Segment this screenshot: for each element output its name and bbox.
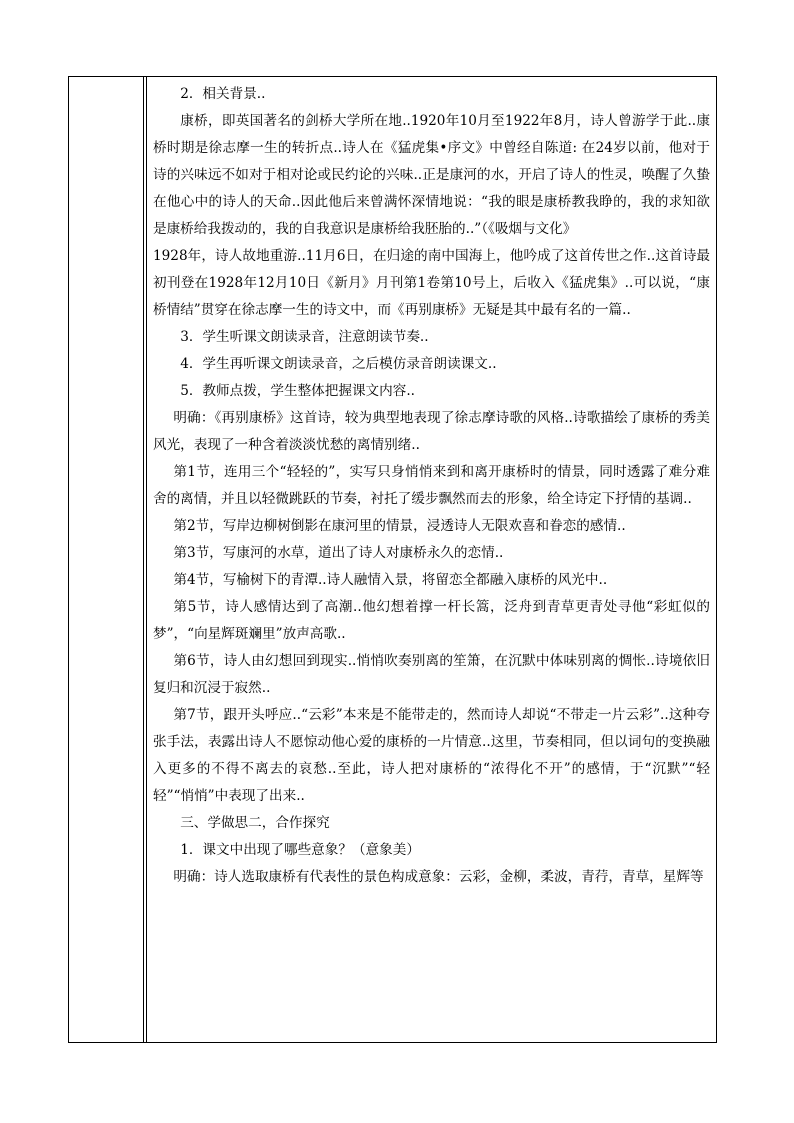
lesson-table	[68, 76, 717, 1043]
stanza-4-analysis: 第4节，写榆树下的青潭..诗人融情入景，将留恋全都融入康桥的风光中..	[173, 572, 608, 588]
stanza-6-analysis: 第6节，诗人由幻想回到现实..悄悄吹奏别离的笙箫，在沉默中体味别离的惆怅..诗境依旧复归和沉浸于寂然..	[153, 653, 710, 696]
paragraph-cambridge-intro: 康桥，即英国著名的剑桥大学所在地..1920年10月至1922年8月，诗人曾游学于此..康桥时期是徐志摩一生的转折点..诗人在《猛虎集•序文》中曾经自陈道: 在24岁以前，他对于诗的兴味远不如对于相对论或民约论的兴味..正是康河的水，开启了诗人的性灵，唤醒了久蛰在他心中的诗人的天命..因此他后来曾满怀深情地说：“我的眼是康桥教我睁的，我的求知欲是康桥给我拨动的，我的自我意识是康桥给我胚胎的..”（《吸烟与文化》	[153, 113, 710, 237]
lesson-content	[153, 81, 710, 891]
heading-background: 2．相关背景..	[180, 86, 266, 102]
stanza-1-analysis: 第1节，连用三个“轻轻的”，实写只身悄悄来到和离开康桥时的情景，同时透露了难分难舍的离情，并且以轻微跳跃的节奏，衬托了缓步飘然而去的形象，给全诗定下抒情的基调..	[153, 464, 710, 507]
stanza-3-analysis: 第3节，写康河的水草，道出了诗人对康桥永久的恋情..	[173, 545, 504, 561]
stanza-5-analysis: 第5节，诗人感情达到了高潮..他幻想着撑一杆长篙，泛舟到青草更青处寻他“彩虹似的梦”，“向星辉斑斓里”放声高歌..	[153, 599, 710, 642]
stanza-7-analysis: 第7节，跟开头呼应..“云彩”本来是不能带走的，然而诗人却说“不带走一片云彩”..这种夸张手法，表露出诗人不愿惊动他心爱的康桥的一片情意..这里，节奏相同，但以词句的变换融入更多的不得不离去的哀愁..至此，诗人把对康桥的“浓得化不开”的感情，于“沉默”“轻轻”“悄悄”中表现了出来..	[153, 707, 710, 804]
step-5: 5．教师点拨，学生整体把握课文内容..	[180, 383, 415, 399]
step-4: 4．学生再听课文朗读录音，之后模仿录音朗读课文..	[180, 356, 497, 372]
explanation-style: 明确：《再别康桥》这首诗，较为典型地表现了徐志摩诗歌的风格..诗歌描绘了康桥的秀美风光，表现了一种含着淡淡忧愁的离情别绪..	[153, 410, 710, 453]
answer-1: 明确：诗人选取康桥有代表性的景色构成意象：云彩，金柳，柔波，青荇，青草，星辉等	[173, 869, 704, 885]
section-3-heading: 三、学做思二，合作探究	[180, 815, 330, 831]
question-1: 1．课文中出现了哪些意象？（意象美）	[180, 842, 420, 858]
step-3: 3．学生听课文朗读录音，注意朗读节奏..	[180, 329, 429, 345]
stanza-2-analysis: 第2节，写岸边柳树倒影在康河里的情景，浸透诗人无限欢喜和眷恋的感情..	[173, 518, 626, 534]
column-divider-right	[146, 77, 147, 1042]
column-divider-left	[143, 77, 144, 1042]
paragraph-poem-origin: 1928年，诗人故地重游..11月6日，在归途的南中国海上，他吟成了这首传世之作..这首诗最初刊登在1928年12月10日《新月》月刊第1卷第10号上，后收入《猛虎集》..可以说，“康桥情结”贯穿在徐志摩一生的诗文中，而《再别康桥》无疑是其中最有名的一篇..	[153, 248, 710, 318]
